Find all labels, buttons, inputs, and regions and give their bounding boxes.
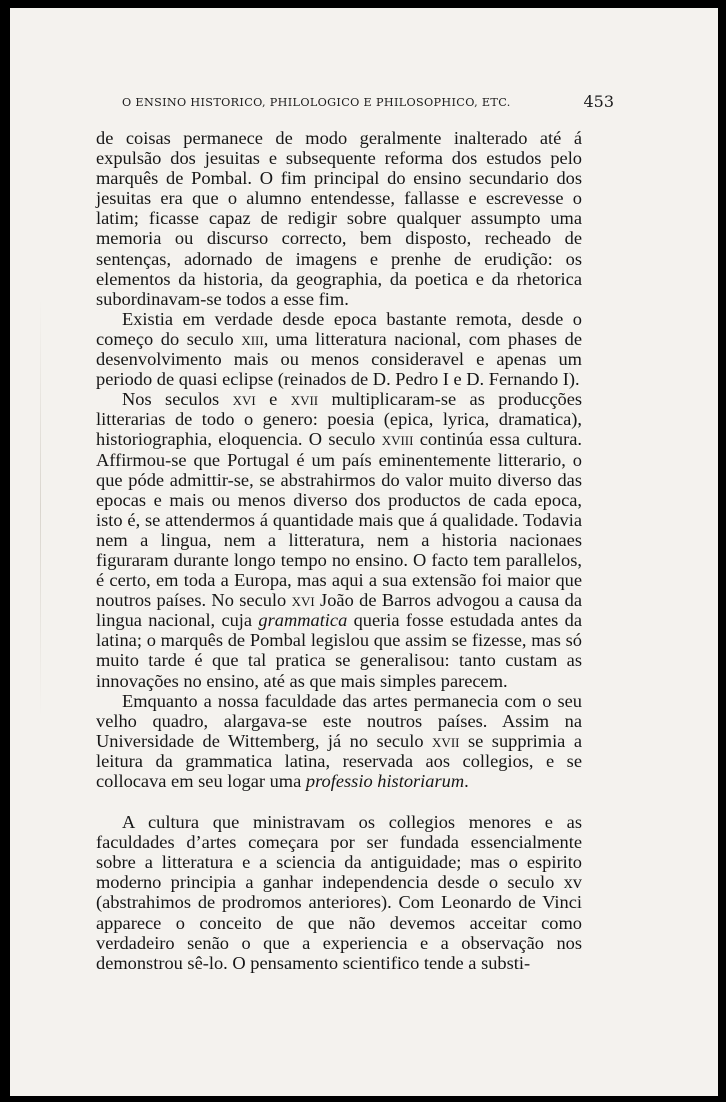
paragraph-5: A cultura que ministravam os collegios menores e as faculdades d’artes começara por ser fundada essencialmente sobre a litteratura e a sciencia da antiguidade; mas o espirito moderno principia a ganhar independencia desde o seculo xv (abstrahimos de prodromos anteriores). Com Leonardo de Vinci apparece o conceito de que não devemos acceitar como verdadeiro senão o que a experiencia e a observação nos demonstrou sê-lo. O pensamento scientifico tende a substi-: [96, 812, 582, 973]
p4-text-b: se supprimia a leitura da grammatica latina, reservada aos collegios, e se collocava em seu logar uma: [96, 730, 582, 791]
p3-text-e: João de Barros advogou a causa da lingua nacional, cuja: [96, 590, 582, 631]
paragraph-3: [96, 389, 582, 690]
p3-text-d: continúa essa cultura. Affirmou-se que Portugal é um país eminentemente litterario, o que póde admittir-se, se abstrahirmos do valor muito diverso das epocas e mais ou menos diverso dos productos de cada epoca, isto é, se attendermos á quantidade mais que á qualidade. Todavia nem a lingua, nem a litteratura, nem a historia nacionaes figuraram durante longo tempo no ensino. O facto tem parallelos, é certo, em toda a Europa, mas aqui a sua extensão foi maior que noutros países. No seculo: [96, 429, 582, 611]
p2-text-b: , uma litteratura nacional, com phases de desenvolvimento mais ou menos consideravel e apenas um periodo de quasi eclipse (reinados de D. Pedro I e D. Fernando I).: [96, 328, 582, 390]
italic-professio-historiarum: professio historiarum: [305, 771, 465, 791]
p3-text-c: multiplicaram-se as producções litterarias de todo o genero: poesia (epica, lyrica, dramatica), historiographia, eloquencia. O seculo: [96, 389, 583, 450]
century-xvii-2: xvii: [432, 730, 460, 751]
paragraph-2: [96, 309, 582, 389]
book-page: [10, 8, 718, 1096]
page-crease: [40, 298, 41, 718]
century-xvi-2: xvi: [291, 590, 315, 611]
century-xvi: xvi: [232, 389, 256, 410]
p3-text-f: queria fosse estudada antes da latina; o marquês de Pombal legislou que assim se fizesse, mas só muito tarde é que tal pratica se generalisou: tanto custam as innovações no ensino, até as que mais simples parecem.: [96, 610, 582, 691]
p4-text-a: Emquanto a nossa faculdade das artes permanecia com o seu velho quadro, alargava-se este noutros países. Assim na Universidade de Wittemberg, já no seculo: [96, 690, 582, 751]
century-xiii: xiii: [241, 328, 264, 349]
p3-text-a: Nos seculos: [122, 389, 233, 410]
paragraph-4: [96, 691, 582, 791]
page-number: 453: [583, 92, 614, 111]
century-xviii: xviii: [381, 429, 414, 450]
body-text: [96, 128, 582, 973]
italic-grammatica: grammatica: [258, 610, 348, 631]
p3-text-b: e: [255, 389, 291, 410]
p4-text-c: .: [464, 771, 469, 791]
paragraph-1: de coisas permanece de modo geralmente inalterado até á expulsão dos jesuitas e subsequente reforma dos estudos pelo marquês de Pombal. O fim principal do ensino secundario dos jesuitas era que o alumno entendesse, fallasse e escrevesse o latim; ficasse capaz de redigir sobre qualquer assumpto uma memoria ou discurso correcto, bem disposto, recheado de sentenças, adornado de imagens e prenhe de erudição: os elementos da historia, da geographia, da poetica e da rhetorica subordinavam-se todos a esse fim.: [96, 128, 582, 309]
running-title: O ENSINO HISTORICO, PHILOLOGICO E PHILOSOPHICO, ETC.: [122, 96, 511, 109]
p2-text-a: Existia em verdade desde epoca bastante remota, desde o começo do seculo: [96, 308, 582, 349]
century-xvii: xvii: [290, 389, 319, 410]
